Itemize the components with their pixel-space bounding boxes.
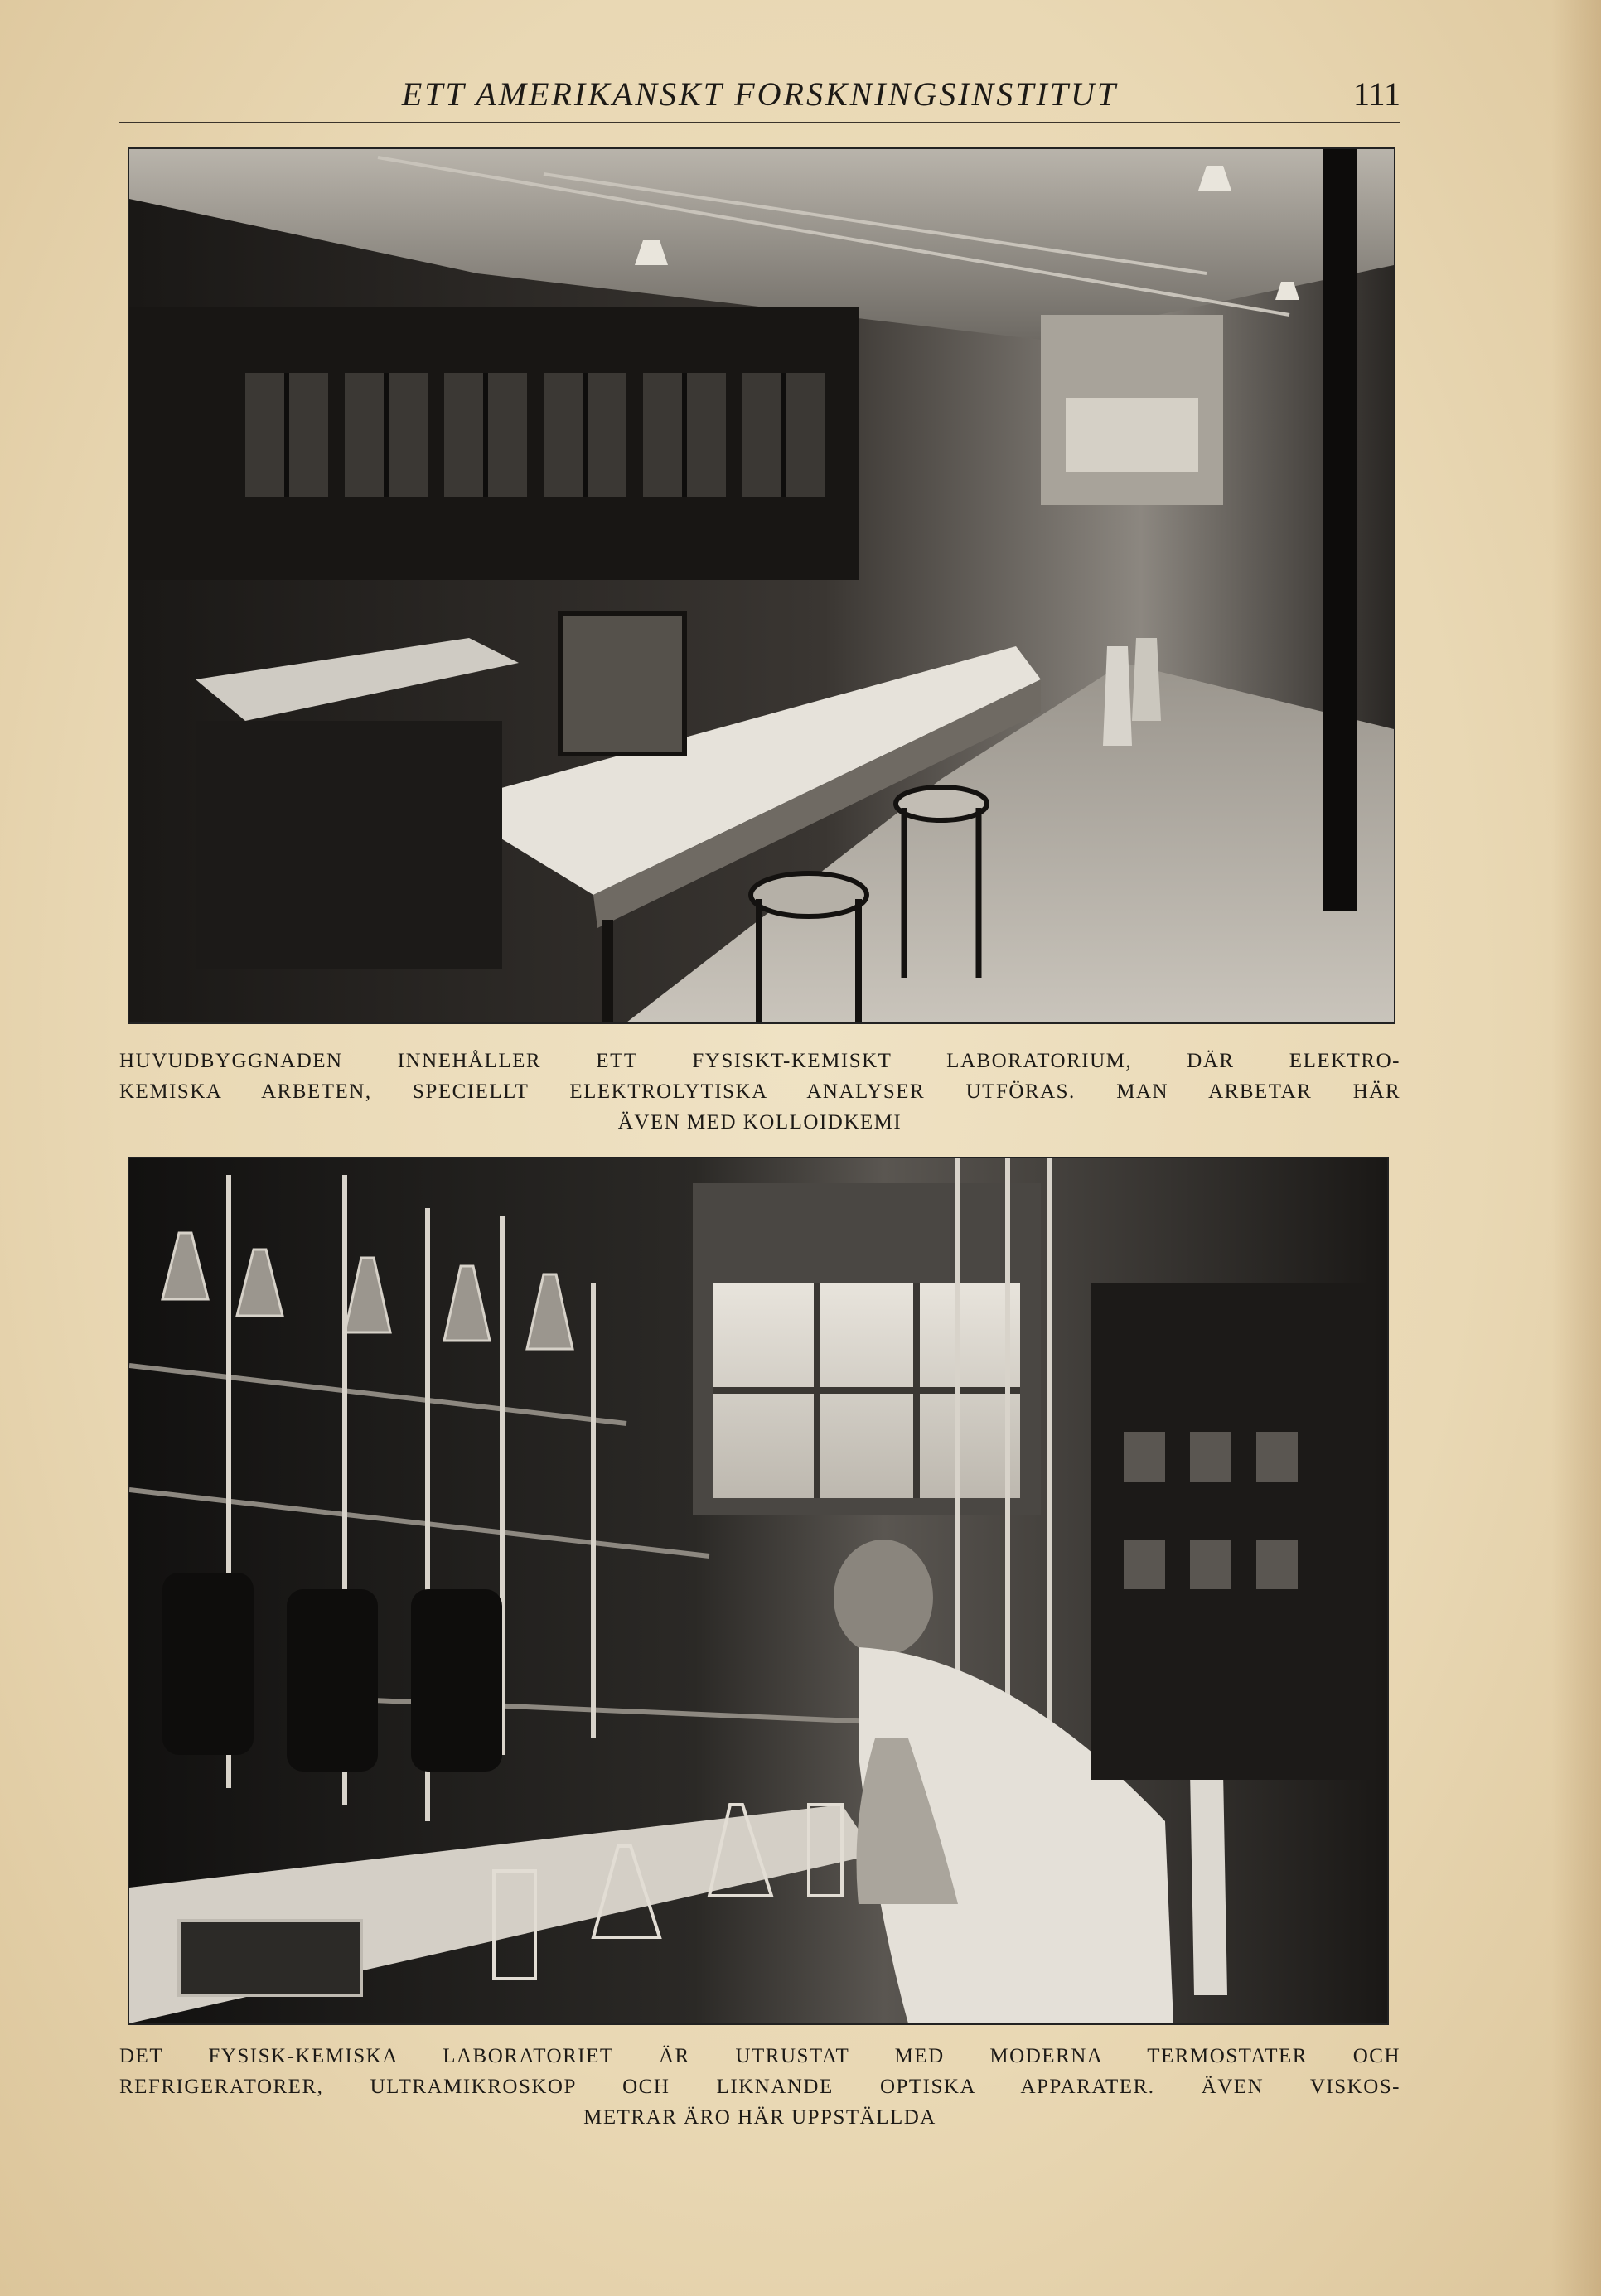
page-number: 111 (1352, 75, 1400, 113)
caption-line: DET FYSISK-KEMISKA LABORATORIET ÄR UTRUSTAT MED MODERNA TERMOSTATER OCH (119, 2045, 1400, 2067)
caption-line: KEMISKA ARBETEN, SPECIELLT ELEKTROLYTISKA ANALYSER UTFÖRAS. MAN ARBETAR HÄR (119, 1080, 1400, 1103)
figure-caption-2 (119, 2041, 1400, 2133)
caption-line: REFRIGERATORER, ULTRAMIKROSKOP OCH LIKNANDE OPTISKA APPARATER. ÄVEN VISKOS- (119, 2076, 1400, 2098)
figure-caption-1 (119, 1046, 1400, 1138)
page-edge-shading (1551, 0, 1601, 2296)
photo-scientist-at-bench (128, 1157, 1389, 2025)
photo-laboratory-overview (128, 147, 1395, 1024)
caption-line: HUVUDBYGGNADEN INNEHÅLLER ETT FYSISKT-KEMISKT LABORATORIUM, DÄR ELEKTRO- (119, 1050, 1400, 1072)
header-rule (119, 122, 1400, 123)
page-header (119, 65, 1400, 123)
running-head: ETT AMERIKANSKT FORSKNINGSINSTITUT (401, 75, 1119, 113)
caption-line: ÄVEN MED KOLLOIDKEMI (617, 1111, 902, 1133)
caption-line: METRAR ÄRO HÄR UPPSTÄLLDA (583, 2106, 936, 2129)
